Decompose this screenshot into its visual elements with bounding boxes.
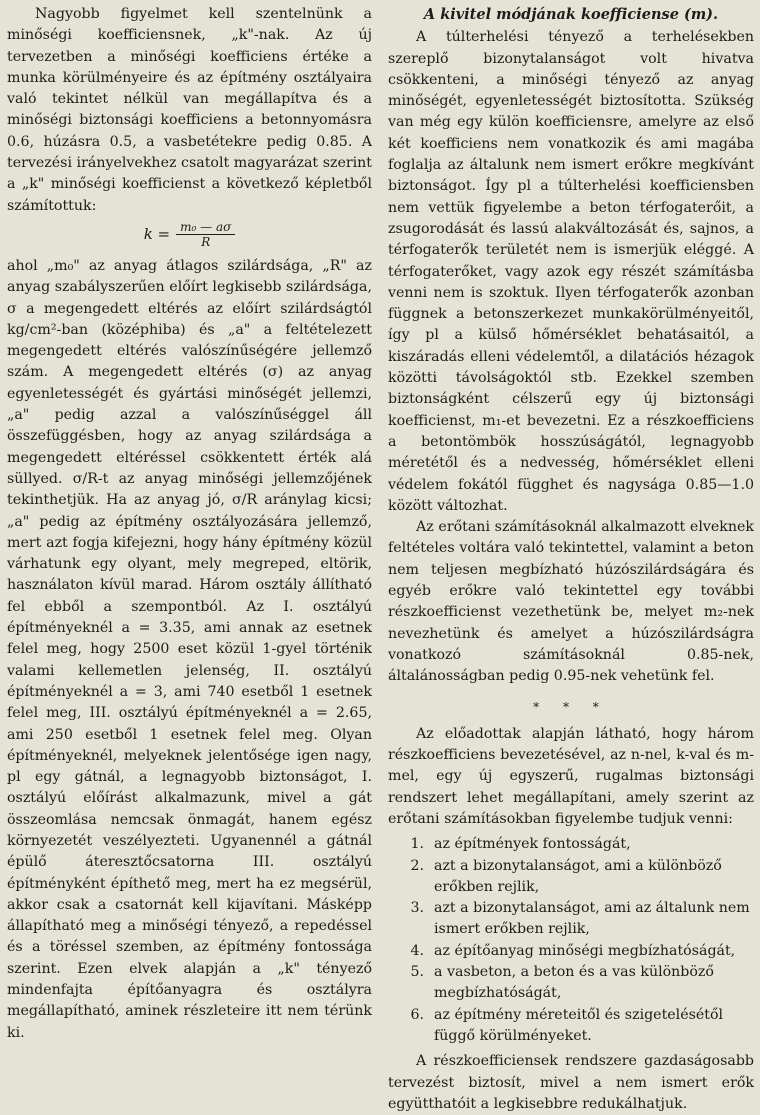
list-item: 2. azt a bizonytalanságot, ami a különböző erőkben rejlik, [410,857,722,895]
section-title: A kivitel módjának koefficiense (m). [423,6,719,23]
section-divider-stars: * * * [533,699,609,714]
list-item: 5. a vasbeton, a beton és a vas különböző megbízhatóságát, [410,964,714,1002]
tensile-coefficient-paragraph: Az erőtani számításoknál alkalmazott elveknek feltételes voltára való tekintettel, valamint a beton nem teljesen megbízható húzószilárdságára és egyéb erőkre való tekintettel egy további részkoefficienst vezethetünk be, melyet m₂-nek nevezhetünk és amelyet a húzószilárdságra vonatkozó számításoknál 0.85-nek, általánosságban pedig 0.95-nek vehetünk fel. [388,519,754,685]
quality-coefficient-paragraph: Nagyobb figyelmet kell szentelnünk a minőségi koefficiensnek, „k"-nak. Az új tervezetben a minőségi koefficiens értéke a munka körülményeire és az építmény osztályaira való tekintet nélkül van megállapítva és a minőségi biztonsági koefficiens a betonnyomásra 0.6, húzásra 0.5, a vasbetétekre pedig 0.85. A tervezési irányelvekhez csatolt magyarázat szerint a „k" minőségi koefficienst a következő képletből számítottuk: [7,6,372,214]
list-item: 1. az építmények fontosságát, [410,836,631,853]
quality-coefficient-formula [7,220,372,250]
list-item: 6. az építmény méreteitől és szigetelésétől függő körülményeket. [410,1006,724,1044]
closing-paragraph: A részkoefficiensek rendszere gazdaságosabb tervezést biztosít, mivel a nem ismert erők együtthatóit a legkisebbre redukálhatjuk. [388,1053,754,1112]
list-item: 4. az építőanyag minőségi megbízhatóságát, [410,942,736,959]
left-column [7,4,372,1044]
summary-paragraph: Az előadottak alapján látható, hogy három részkoefficiens bevezetésével, az n-nel, k-val és m-mel, egy új egyszerű, rugalmas biztonsági rendszert lehet megállapítani, amely szerint az erőtani számításokban figyelembe tudjuk venni: [388,725,754,827]
formula-numerator: m₀ — aσ [176,220,235,235]
right-column [388,4,754,1115]
formula-denominator: R [201,235,211,250]
formula-fraction [176,220,235,249]
summary-list [388,834,754,1047]
list-item: 3. azt a bizonytalanságot, ami az általunk nem ismert erőkben rejlik, [410,900,750,938]
formula-lhs: k = [143,225,171,244]
formula-explanation-paragraph: ahol „m₀" az anyag átlagos szilárdsága, „R" az anyag szabályszerűen előírt legkisebb szilárdsága, σ a megengedett eltérés az előírt szilárdságtól kg/cm²-ban (középhiba) és „a" a feltételezett megengedett eltérés valószínűségére jellemző szám. A megengedett eltérés (σ) az anyag egyenletességét és gyártási minőségét jellemzi, „a" pedig azzal a valószínűséggel áll összefüggésben, hogy az anyag szilárdsága a megengedett eltéréssel csökkentett érték alá süllyed. σ/R-t az anyag minőségi jellemzőjének tekinthetjük. Ha az anyag jó, σ/R aránylag kicsi; „a" pedig az építmény osztályozására jellemző, mert azt fogja kifejezni, hogy hány építmény közül várhatunk egy olyant, mely megreped, eltörik, használaton kívül marad. Három osztály állítható fel ebből a szempontból. Az I. osztályú építményeknél a = 3.35, ami annak az esetnek felel meg, hogy 2500 eset közül 1-gyel történik valami kellemetlen jelenség, II. osztályú építményeknél a = 3, ami 740 esetből 1 esetnek felel meg, III. osztályú építményeknél a = 2.65, ami 250 esetből 1 esetnek felel meg. Olyan építményeknél, melyeknek jelentősége igen nagy, pl egy gátnál, a legnagyobb biztonságot, I. osztályú előírást alkalmazunk, mivel a gát összeomlása nemcsak önmagát, hanem egész környezetét veszélyezteti. Ugyanennél a gátnál épülő áteresztőcsatorna III. osztályú építményként építhető meg, mert ha ez megsérül, akkor csak a csatornát kell kijavítani. Másképp állapítható meg a minőségi tényező, a repedéssel és a töréssel szemben, az építmény fontossága szerint. Ezen elvek alapján a „k" tényező mindenfajta építőanyagra és osztályra megállapítható, aminek részleteire itt nem térünk ki. [7,257,372,1041]
execution-coefficient-paragraph: A túlterhelési tényező a terhelésekben szereplő bizonytalanságot volt hivatva csökkenteni, a minőségi tényező az anyag minőségét, egyenletességét biztosította. Szükség van még egy külön koefficiensre, amelyre az első két koefficiens nem vonatkozik és ami magába foglalja az általunk nem ismert erőkre megkívánt biztonságot. Így pl a túlterhelési koefficiensben nem vettük figyelembe a beton térfogaterőit, a zsugorodását és lassú alakváltozását és, sajnos, a térfogaterők területét nem is ismerjük eléggé. A térfogaterőket, vagy azok egy részét számításba venni nem is szoktuk. Ilyen térfogaterők azonban függnek a betonszerkezet munkakörülményeitől, így pl a külső hőmérséklet behatásaitól, a kiszáradás elleni védelemtől, a dilatációs hézagok közötti távolságoktól stb. Ezekkel szemben biztonságként célszerű egy új biztonsági koefficienst, m₁-et bevezetni. Ez a részkoefficiens a betontömbök hosszúságától, legnagyobb méretétől és a nedvesség, hőmérséklet elleni védelem fokától függhet és nagysága 0.85—1.0 között változhat. [388,29,754,514]
